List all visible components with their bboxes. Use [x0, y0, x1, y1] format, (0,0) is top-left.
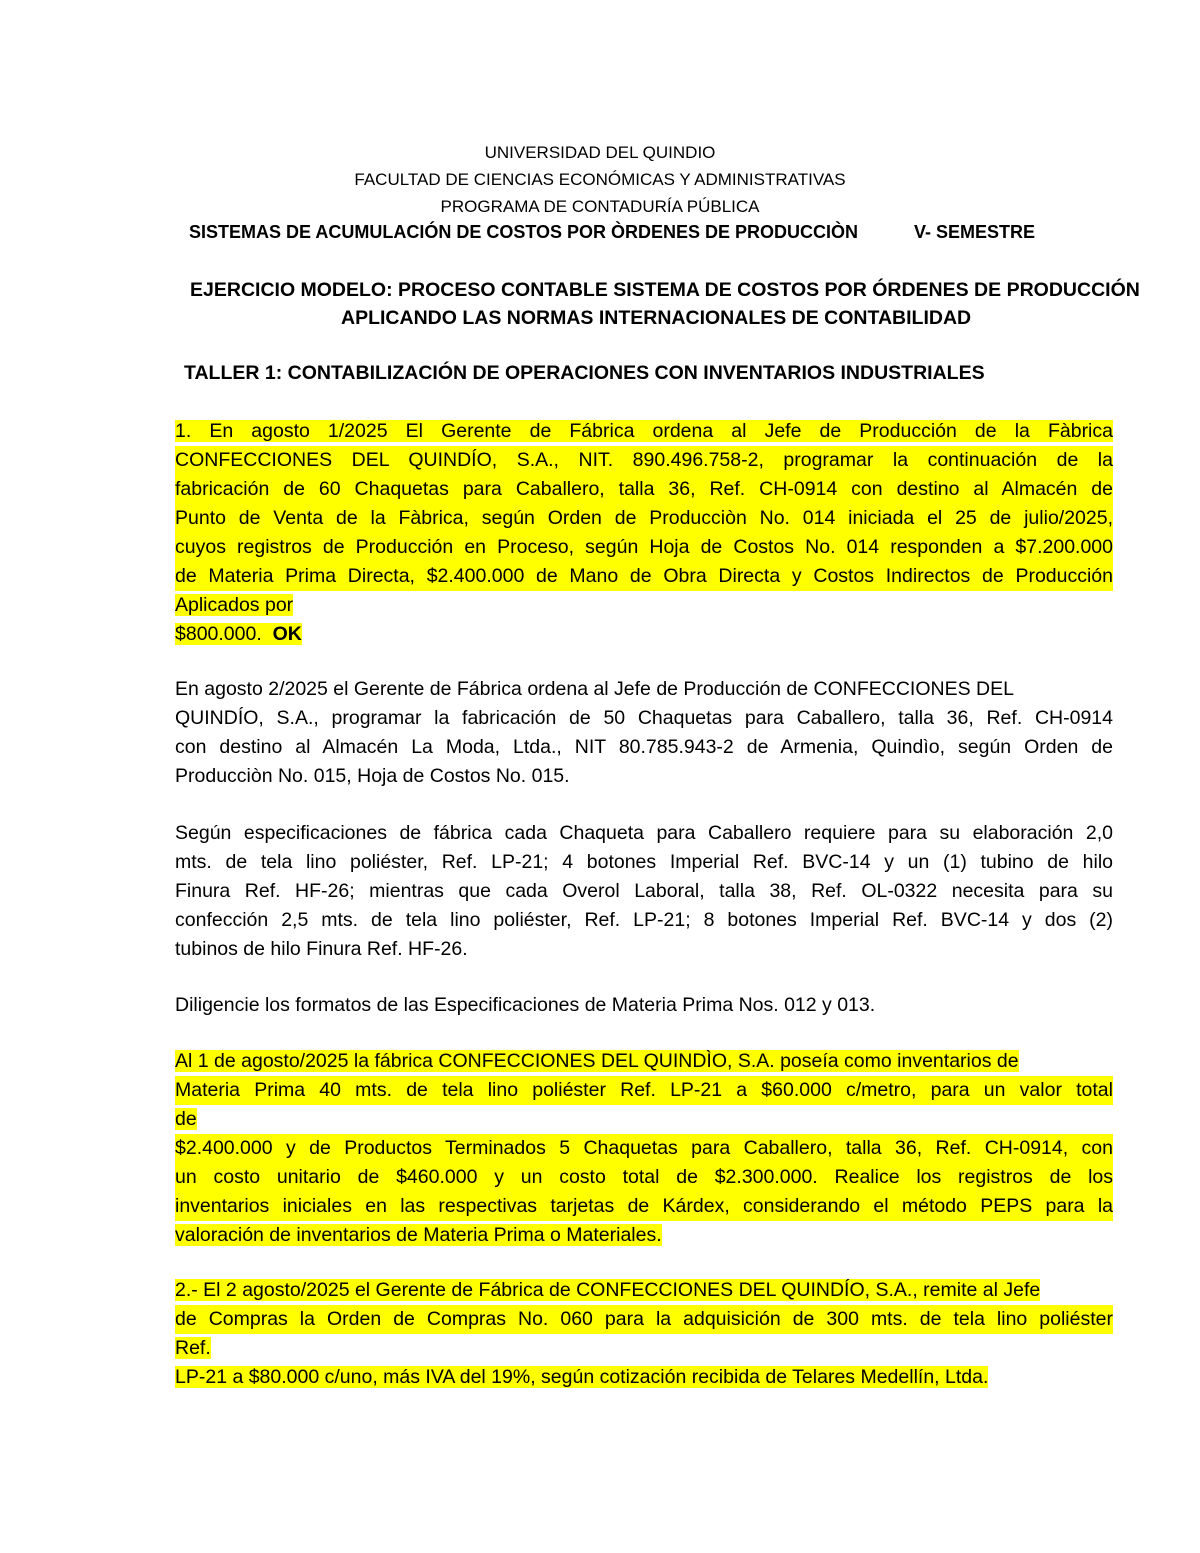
paragraph-5-line: Al 1 de agosto/2025 la fábrica CONFECCIONES DEL QUINDÌO, S.A. poseía como inventarios de: [175, 1050, 1019, 1072]
program-name: PROGRAMA DE CONTADURÍA PÚBLICA: [440, 197, 760, 216]
paragraph-1-line: CONFECCIONES DEL QUINDÍO, S.A., NIT. 890.496.758-2, programar la continuación de la: [175, 446, 1113, 475]
course-title: SISTEMAS DE ACUMULACIÓN DE COSTOS POR ÒRDENES DE PRODUCCIÒN: [189, 222, 859, 242]
paragraph-5-line: valoración de inventarios de Materia Prima o Materiales.: [175, 1224, 662, 1246]
faculty-name: FACULTAD DE CIENCIAS ECONÓMICAS Y ADMINISTRATIVAS: [354, 170, 846, 189]
paragraph-1-line: $800.000.: [175, 623, 262, 645]
ok-mark: OK: [272, 623, 302, 645]
paragraph-3: [175, 819, 1113, 964]
paragraph-1-line: de Materia Prima Directa, $2.400.000 de Mano de Obra Directa y Costos Indirectos de Producción: [175, 562, 1113, 591]
paragraph-5-line: Materia Prima 40 mts. de tela lino poliéster Ref. LP-21 a $60.000 c/metro, para un valor total: [175, 1076, 1113, 1105]
semester-label: V- SEMESTRE: [914, 222, 1036, 242]
paragraph-4: [175, 991, 1113, 1020]
paragraph-6-line: de Compras la Orden de Compras No. 060 para la adquisición de 300 mts. de tela lino poliéster: [175, 1305, 1113, 1334]
paragraph-5-line: de: [175, 1108, 197, 1130]
paragraph-6-line: 2.- El 2 agosto/2025 el Gerente de Fábrica de CONFECCIONES DEL QUINDÍO, S.A., remite al Jefe: [175, 1279, 1041, 1301]
paragraph-2-line: con destino al Almacén La Moda, Ltda., NIT 80.785.943-2 de Armenia, Quindìo, según Orden de: [175, 736, 1113, 758]
paragraph-4-line: Diligencie los formatos de las Especificaciones de Materia Prima Nos. 012 y 013.: [175, 994, 876, 1016]
paragraph-5-line: un costo unitario de $460.000 y un costo total de $2.300.000. Realice los registros de los: [175, 1163, 1113, 1192]
paragraph-1: [175, 417, 1113, 649]
paragraph-5-line: inventarios iniciales en las respectivas tarjetas de Kárdex, considerando el método PEPS para la: [175, 1192, 1113, 1221]
workshop-title: TALLER 1: CONTABILIZACIÓN DE OPERACIONES CON INVENTARIOS INDUSTRIALES: [184, 362, 985, 384]
paragraph-6-line: LP-21 a $80.000 c/uno, más IVA del 19%, según cotización recibida de Telares Medellín, Ltda.: [175, 1366, 989, 1388]
paragraph-5-line: $2.400.000 y de Productos Terminados 5 Chaquetas para Caballero, talla 36, Ref. CH-0914, con: [175, 1134, 1113, 1163]
paragraph-1-line: cuyos registros de Producción en Proceso, según Hoja de Costos No. 014 responden a $7.200.000: [175, 533, 1113, 562]
paragraph-2: [175, 675, 1113, 791]
paragraph-1-line: Punto de Venta de la Fàbrica, según Orden de Producciòn No. 014 iniciada el 25 de julio/2025,: [175, 504, 1113, 533]
paragraph-1-line: Aplicados por: [175, 594, 294, 616]
paragraph-6-line: Ref.: [175, 1337, 211, 1359]
paragraph-1-line: fabricación de 60 Chaquetas para Caballero, talla 36, Ref. CH-0914 con destino al Almacén de: [175, 475, 1113, 504]
exercise-title-line-1: EJERCICIO MODELO: PROCESO CONTABLE SISTEMA DE COSTOS POR ÓRDENES DE PRODUCCIÓN: [190, 279, 1140, 301]
paragraph-2-line: Producciòn No. 015, Hoja de Costos No. 015.: [175, 765, 570, 787]
paragraph-3-line: Según especificaciones de fábrica cada Chaqueta para Caballero requiere para su elaboración 2,0: [175, 822, 1113, 844]
paragraph-3-line: tubinos de hilo Finura Ref. HF-26.: [175, 938, 468, 960]
paragraph-2-line: QUINDÍO, S.A., programar la fabricación de 50 Chaquetas para Caballero, talla 36, Ref. CH-0914: [175, 707, 1113, 729]
paragraph-3-line: Finura Ref. HF-26; mientras que cada Overol Laboral, talla 38, Ref. OL-0322 necesita para su: [175, 880, 1113, 902]
university-name: UNIVERSIDAD DEL QUINDIO: [484, 143, 716, 162]
paragraph-5: [175, 1047, 1113, 1250]
paragraph-3-line: confección 2,5 mts. de tela lino poliéster, Ref. LP-21; 8 botones Imperial Ref. BVC-14 y dos (2): [175, 909, 1113, 931]
exercise-title-line-2: APLICANDO LAS NORMAS INTERNACIONALES DE CONTABILIDAD: [341, 307, 972, 329]
paragraph-1-line: 1. En agosto 1/2025 El Gerente de Fábrica ordena al Jefe de Producción de la Fàbrica: [175, 420, 1113, 442]
paragraph-3-line: mts. de tela lino poliéster, Ref. LP-21; 4 botones Imperial Ref. BVC-14 y un (1) tubino de hilo: [175, 851, 1113, 873]
paragraph-2-line: En agosto 2/2025 el Gerente de Fábrica ordena al Jefe de Producción de CONFECCIONES DEL: [175, 678, 1014, 700]
paragraph-6: [175, 1276, 1113, 1392]
